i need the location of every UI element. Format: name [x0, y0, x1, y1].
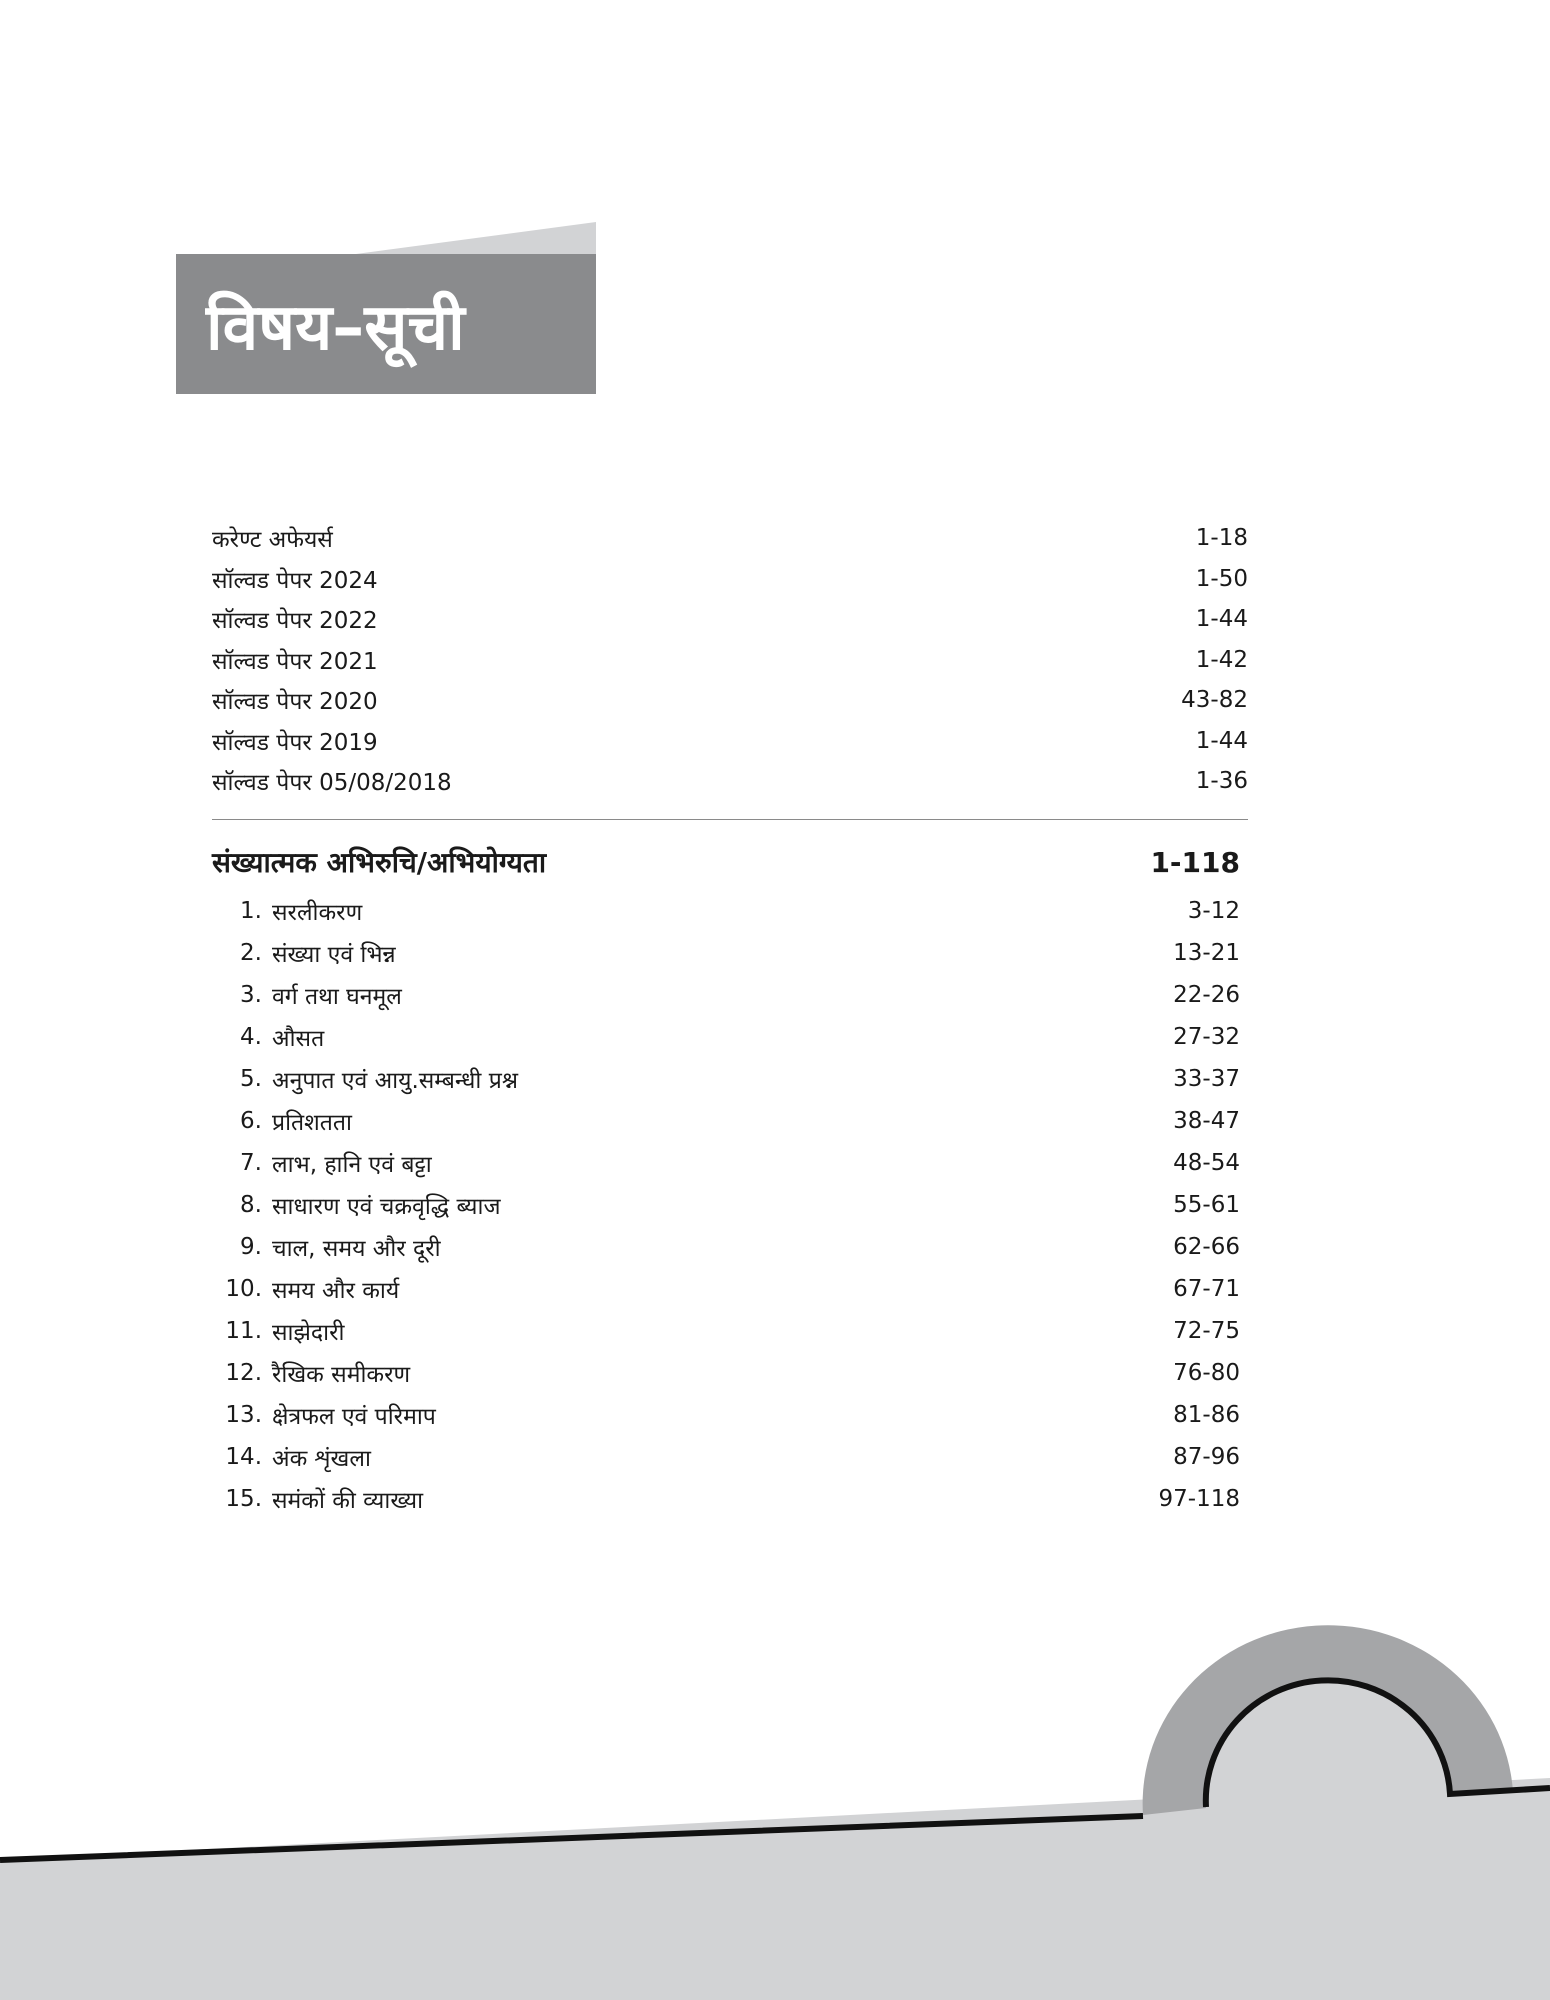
chapter-pages: 27-32	[1173, 1024, 1240, 1050]
chapter-title: प्रतिशतता	[272, 1110, 352, 1136]
chapter-entry[interactable]	[212, 1310, 1240, 1352]
chapter-title: साधारण एवं चक्रवृद्धि ब्याज	[272, 1194, 501, 1220]
chapter-entry[interactable]	[212, 1016, 1240, 1058]
entry-title: करेण्ट अफेयर्स	[212, 527, 333, 554]
chapter-number: 4.	[240, 1024, 262, 1050]
chapter-pages: 67-71	[1173, 1276, 1240, 1302]
chapter-number: 11.	[225, 1318, 262, 1344]
chapter-number: 3.	[240, 982, 262, 1008]
chapter-pages: 72-75	[1173, 1318, 1240, 1344]
chapter-entry[interactable]	[212, 1268, 1240, 1310]
chapter-number: 13.	[225, 1402, 262, 1428]
toc-entry[interactable]	[212, 559, 1248, 600]
section-divider	[212, 819, 1248, 820]
chapter-entry[interactable]	[212, 890, 1240, 932]
entry-pages: 1-50	[1195, 565, 1248, 592]
chapter-pages: 55-61	[1173, 1192, 1240, 1218]
chapter-number: 14.	[225, 1444, 262, 1470]
chapter-entry[interactable]	[212, 1226, 1240, 1268]
chapter-entry[interactable]	[212, 1058, 1240, 1100]
chapter-pages: 62-66	[1173, 1234, 1240, 1260]
chapter-entry[interactable]	[212, 1100, 1240, 1142]
chapter-title: रैखिक समीकरण	[272, 1362, 411, 1388]
bottom-decoration	[0, 1600, 1550, 2000]
chapter-title: वर्ग तथा घनमूल	[272, 984, 402, 1010]
entry-title: सॉल्वड पेपर 2020	[212, 689, 378, 716]
entry-pages: 43-82	[1181, 687, 1248, 714]
entry-pages: 1-36	[1195, 768, 1248, 795]
chapter-title: साझेदारी	[272, 1320, 345, 1346]
chapter-entry[interactable]	[212, 1184, 1240, 1226]
entry-title: सॉल्वड पेपर 2022	[212, 608, 378, 635]
chapter-pages: 22-26	[1173, 982, 1240, 1008]
entry-pages: 1-42	[1195, 646, 1248, 673]
chapter-number: 9.	[240, 1234, 262, 1260]
chapter-pages: 81-86	[1173, 1402, 1240, 1428]
chapter-title: लाभ, हानि एवं बट्टा	[272, 1152, 432, 1178]
chapter-entry[interactable]	[212, 1478, 1240, 1520]
section-title: संख्यात्मक अभिरुचि/अभियोग्यता	[212, 846, 547, 879]
section-pages: 1-118	[1150, 845, 1240, 879]
chapter-entry[interactable]	[212, 974, 1240, 1016]
entry-title: सॉल्वड पेपर 2019	[212, 729, 378, 756]
entry-title: सॉल्वड पेपर 05/08/2018	[212, 770, 452, 797]
chapter-title: औसत	[272, 1026, 325, 1052]
chapter-number: 10.	[225, 1276, 262, 1302]
chapter-number: 12.	[225, 1360, 262, 1386]
front-matter-list	[212, 518, 1248, 802]
chapter-entry[interactable]	[212, 1142, 1240, 1184]
entry-pages: 1-18	[1195, 525, 1248, 552]
chapter-number: 5.	[240, 1066, 262, 1092]
chapter-entry[interactable]	[212, 932, 1240, 974]
chapter-pages: 76-80	[1173, 1360, 1240, 1386]
chapter-title: समय और कार्य	[272, 1278, 400, 1304]
entry-title: सॉल्वड पेपर 2024	[212, 567, 378, 594]
chapter-pages: 3-12	[1187, 898, 1240, 924]
chapter-entry[interactable]	[212, 1352, 1240, 1394]
chapter-pages: 33-37	[1173, 1066, 1240, 1092]
entry-title: सॉल्वड पेपर 2021	[212, 648, 378, 675]
entry-pages: 1-44	[1195, 606, 1248, 633]
toc-entry[interactable]	[212, 640, 1248, 681]
title-banner	[176, 254, 596, 394]
chapter-entry[interactable]	[212, 1394, 1240, 1436]
chapter-title: चाल, समय और दूरी	[272, 1236, 441, 1262]
toc-entry[interactable]	[212, 761, 1248, 802]
chapter-pages: 48-54	[1173, 1150, 1240, 1176]
chapter-title: समंकों की व्याख्या	[272, 1488, 424, 1514]
chapter-title: अनुपात एवं आयु.सम्बन्धी प्रश्न	[272, 1068, 519, 1094]
chapter-pages: 13-21	[1173, 940, 1240, 966]
page-title: विषय–सूची	[206, 290, 465, 365]
chapter-title: सरलीकरण	[272, 900, 363, 926]
chapter-pages: 97-118	[1158, 1486, 1240, 1512]
chapter-entry[interactable]	[212, 1436, 1240, 1478]
chapter-number: 15.	[225, 1486, 262, 1512]
entry-pages: 1-44	[1195, 727, 1248, 754]
footer-band	[0, 1778, 1550, 2000]
chapter-title: संख्या एवं भिन्न	[272, 942, 396, 968]
chapter-list	[212, 890, 1240, 1520]
toc-entry[interactable]	[212, 721, 1248, 762]
toc-entry[interactable]	[212, 518, 1248, 559]
chapter-number: 1.	[240, 898, 262, 924]
chapter-pages: 87-96	[1173, 1444, 1240, 1470]
chapter-title: क्षेत्रफल एवं परिमाप	[272, 1404, 436, 1430]
chapter-number: 8.	[240, 1192, 262, 1218]
section-heading[interactable]	[212, 842, 1240, 882]
toc-entry[interactable]	[212, 680, 1248, 721]
chapter-number: 7.	[240, 1150, 262, 1176]
chapter-number: 6.	[240, 1108, 262, 1134]
toc-entry[interactable]	[212, 599, 1248, 640]
chapter-title: अंक शृंखला	[272, 1446, 371, 1472]
chapter-pages: 38-47	[1173, 1108, 1240, 1134]
chapter-number: 2.	[240, 940, 262, 966]
